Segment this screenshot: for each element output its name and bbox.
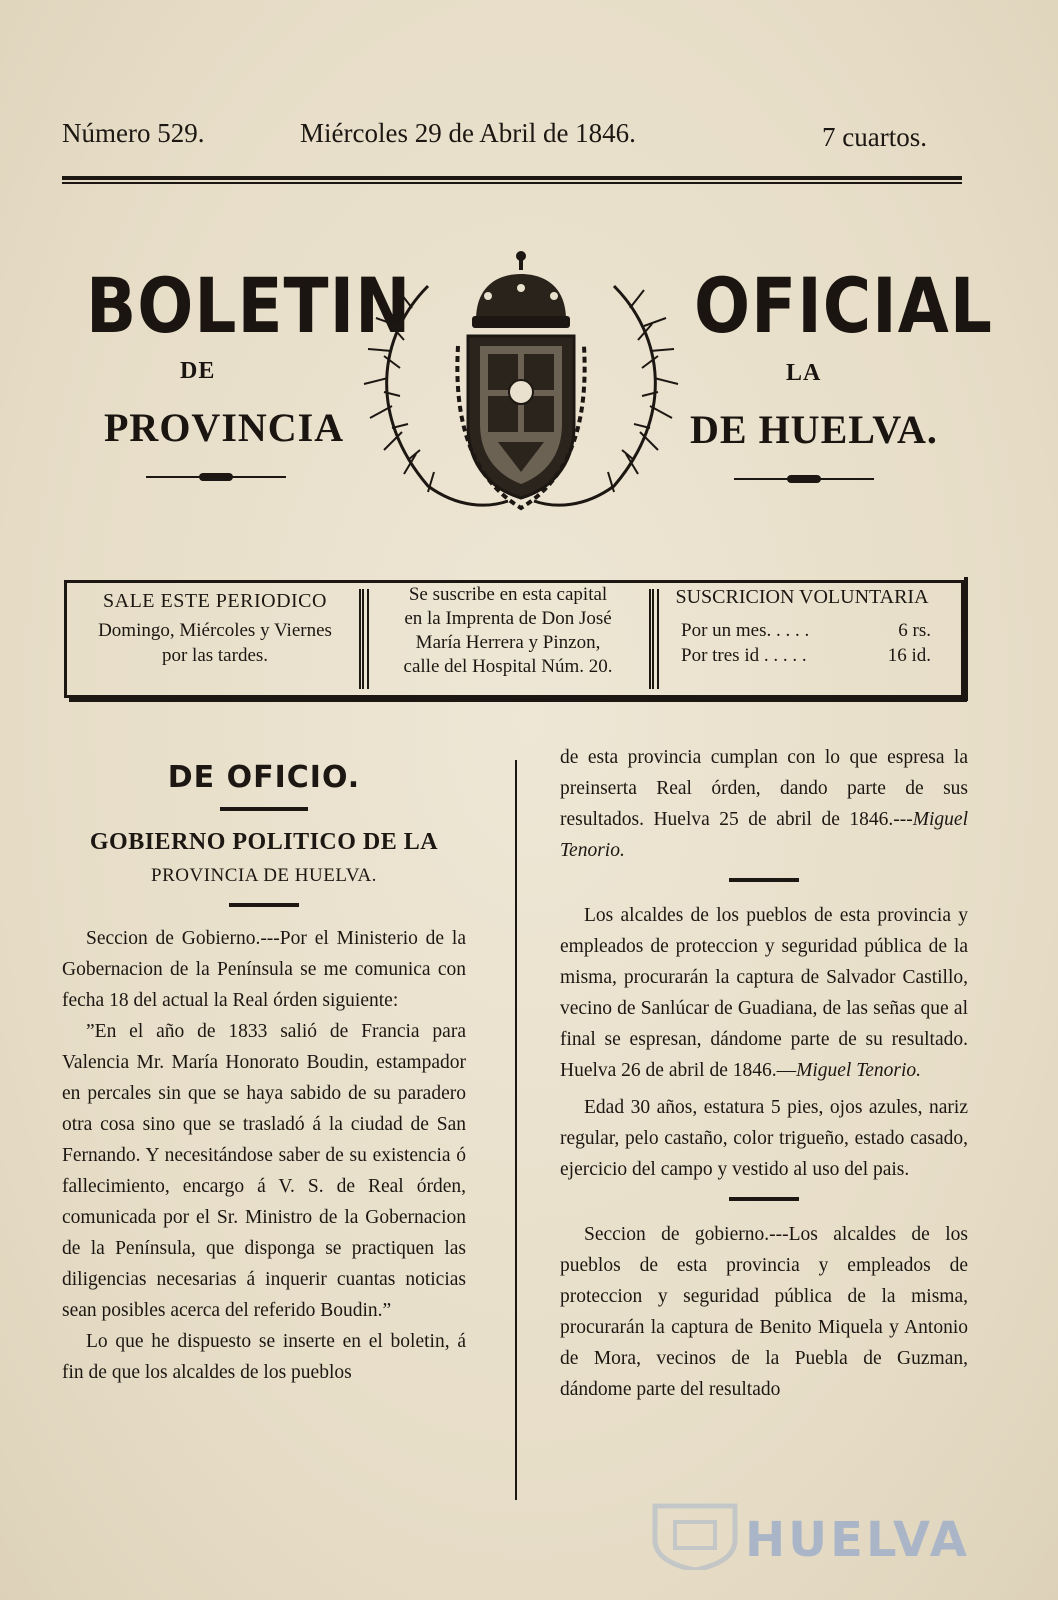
right-paragraph-2: Los alcaldes de los pueblos de esta provincia y empleados de proteccion y seguridad pública de la misma, procurarán la captura de Salvador Castillo, vecino de Sanlúcar de Guadiana, de las señas que al final se espresan, dándome parte de su resultado. Huelva 26 de abril de 1846.— [560,905,968,1081]
subscription-place-line2: en la Imprenta de Don José [404,608,612,629]
publication-days-line1: Domingo, Miércoles y Viernes [98,620,332,641]
publication-days-title: SALE ESTE PERIODICO [103,590,327,612]
issue-header [62,118,962,158]
voluntary-subscription-title: SUSCRICION VOLUNTARIA [675,586,929,608]
right-rule-2 [729,1197,799,1201]
subscription-place-line3: María Herrera y Pinzon, [415,632,601,653]
right-paragraph-3: Edad 30 años, estatura 5 pies, ojos azules, nariz regular, pelo castaño, color trigueño, estado casado, ejercicio del campo y vestido al uso del pais. [560,1097,968,1180]
issue-number: Número 529. [62,118,205,148]
signature-1: Miguel Tenorio. [560,809,968,861]
separator-1 [359,589,369,689]
right-column [560,742,968,1405]
price-row-three-months [659,643,945,668]
royal-coat-of-arms-emblem [358,246,684,516]
masthead-oficial: OFICIAL [694,262,993,351]
signature-2: Miguel Tenorio. [796,1060,922,1081]
issue-date: Miércoles 29 de Abril de 1846. [300,118,636,148]
price-three-value: 16 id. [887,645,931,666]
ornament-right [734,478,874,480]
price-three-label: Por tres id . . . . . [681,645,807,666]
section-rule [220,807,308,811]
right-paragraph-4: Seccion de gobierno.---Los alcaldes de los pueblos de esta provincia y empleados de proteccion y seguridad pública de la misma, procurarán la captura de Benito Miquela y Antonio de Mora, vecinos de la Puebla de Guzman, dándome parte del resultado [560,1224,968,1400]
paragraph-1: Seccion de Gobierno.---Por el Ministerio de la Gobernacion de la Península se me comunica con fecha 18 del actual la Real órden siguiente: [62,928,466,1011]
voluntary-subscription [659,583,945,695]
masthead-de: DE [180,358,216,384]
right-rule-1 [729,878,799,882]
masthead-la: LA [786,360,822,386]
price-month-label: Por un mes. . . . . [681,620,810,641]
subscription-place [369,583,647,695]
gobierno-title: GOBIERNO POLITICO DE LA [89,829,439,855]
publication-days-line2: por las tardes. [161,645,269,666]
subscription-box [64,580,964,698]
subscription-place-line1: Se suscribe en esta capital [408,584,608,605]
price-month-value: 6 rs. [898,620,931,641]
masthead-provincia: PROVINCIA [104,405,345,450]
subscription-place-line4: calle del Hospital Núm. 20. [403,656,613,677]
masthead-boletin: BOLETIN [86,262,412,351]
left-column [62,762,466,1388]
issue-price: 7 cuartos. [822,122,927,152]
paragraph-3: Lo que he dispuesto se inserte en el boletin, á fin de que los alcaldes de los pueblos [62,1331,466,1383]
publication-days [73,583,357,695]
masthead-huelva: DE HUELVA. [690,407,938,452]
section-title: DE OFICIO. [167,760,361,795]
right-paragraph-1: de esta provincia cumplan con lo que espresa la preinserta Real órden, dando parte de sus resultados. Huelva 25 de abril de 1846.--- [560,747,968,830]
column-divider [515,760,517,1500]
header-double-rule [62,176,962,184]
price-row-month [659,618,945,643]
ornament-left [146,476,286,478]
gobierno-rule [229,903,299,907]
separator-2 [649,589,659,689]
gobierno-subtitle: PROVINCIA DE HUELVA. [151,865,377,886]
watermark-text: HUELVA [745,1512,970,1568]
paragraph-2: ”En el año de 1833 salió de Francia para Valencia Mr. María Honorato Boudin, estampador en percales sin que se haya sabido de su paradero otra cosa sino que se trasladó á la ciudad de San Fernando. Y necesitándose saber de su existencia ó fallecimiento, encargo á V. S. de Real órden, comunicada por el Sr. Ministro de la Gobernacion de la Península, que disponga se practiquen las diligencias necesarias á inquerir cuantas noticias sean posibles acerca del referido Boudin.” [62,1021,466,1321]
